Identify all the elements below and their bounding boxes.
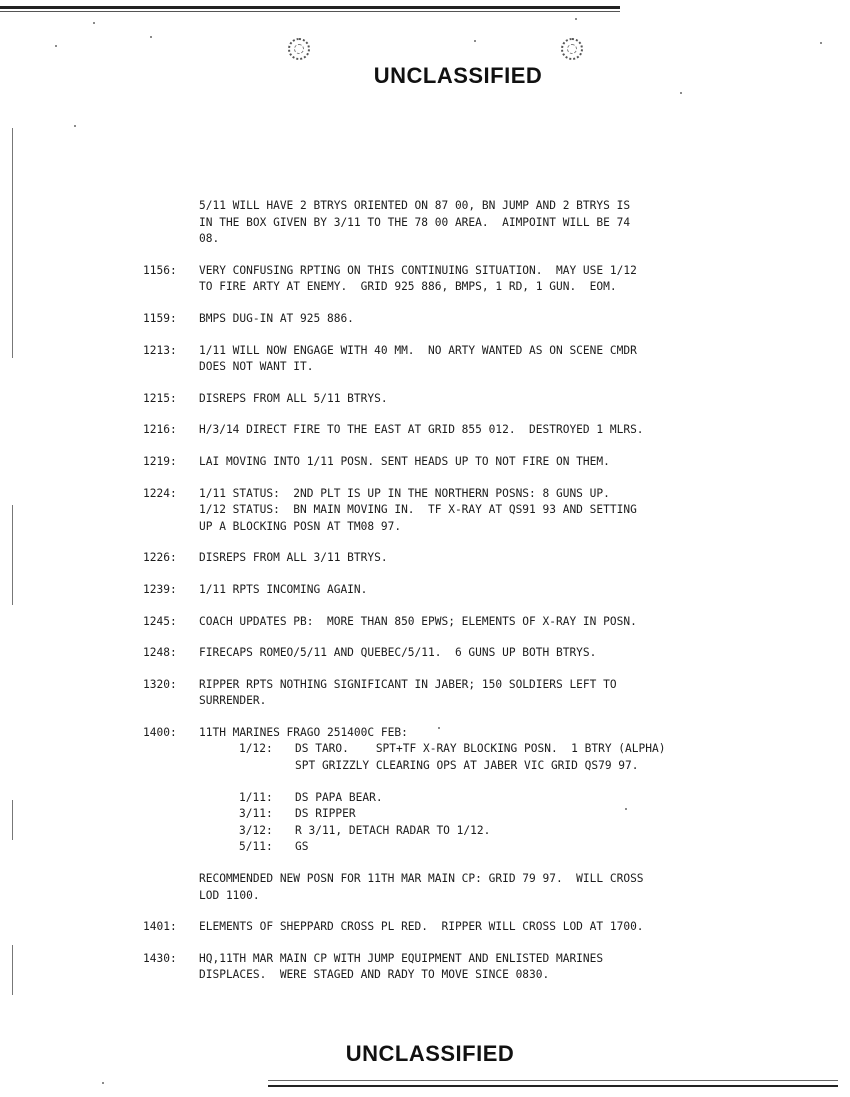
log-entry xyxy=(143,311,783,328)
left-edge-mark xyxy=(12,800,13,840)
entry-line: 1/11 RPTS INCOMING AGAIN. xyxy=(199,582,368,596)
log-entry xyxy=(143,582,783,599)
entry-time: 1219: xyxy=(143,454,177,468)
entry-time: 1430: xyxy=(143,951,177,965)
bottom-rule-thin xyxy=(268,1080,838,1081)
log-entry xyxy=(143,677,783,710)
log-entry xyxy=(143,951,783,984)
log-entry xyxy=(143,263,783,296)
assignment-line: SPT GRIZZLY CLEARING OPS AT JABER VIC GRID QS79 97. xyxy=(295,759,639,773)
entry-line: H/3/14 DIRECT FIRE TO THE EAST AT GRID 855 012. DESTROYED 1 MLRS. xyxy=(199,423,644,437)
frago-assignment xyxy=(239,823,783,840)
entry-line: DISREPS FROM ALL 5/11 BTRYS. xyxy=(199,391,388,405)
top-rule-thin xyxy=(0,11,620,12)
bottom-rule xyxy=(268,1085,838,1087)
entry-time: 1224: xyxy=(143,486,177,500)
assignment-line: DS PAPA BEAR. xyxy=(295,790,383,804)
top-rule xyxy=(0,6,620,9)
stamp-seal-icon xyxy=(561,38,583,60)
entry-time: 1320: xyxy=(143,677,177,691)
log-entry-frago xyxy=(143,725,783,904)
entry-line: 1/12 STATUS: BN MAIN MOVING IN. TF X-RAY AT QS91 93 AND SETTING xyxy=(199,503,637,517)
entry-time: 1216: xyxy=(143,423,177,437)
intro-entry xyxy=(143,198,783,248)
entry-line: DISREPS FROM ALL 3/11 BTRYS. xyxy=(199,551,388,565)
entry-line: DOES NOT WANT IT. xyxy=(199,360,314,374)
entry-time: 1215: xyxy=(143,391,177,405)
entry-time: 1239: xyxy=(143,582,177,596)
stamp-seal-icon xyxy=(288,38,310,60)
frago-assignment xyxy=(239,839,783,856)
left-edge-mark xyxy=(12,505,13,605)
classification-banner-bottom: UNCLASSIFIED xyxy=(345,1041,515,1066)
entry-time: 1245: xyxy=(143,614,177,628)
assignment-line: GS xyxy=(295,840,309,854)
entry-time: 1248: xyxy=(143,646,177,660)
entry-line: ELEMENTS OF SHEPPARD CROSS PL RED. RIPPER WILL CROSS LOD AT 1700. xyxy=(199,920,644,934)
entry-line: VERY CONFUSING RPTING ON THIS CONTINUING SITUATION. MAY USE 1/12 xyxy=(199,263,637,277)
entry-line: UP A BLOCKING POSN AT TM08 97. xyxy=(199,519,402,533)
frago-header: 11TH MARINES FRAGO 251400C FEB: xyxy=(199,725,408,739)
assignment-unit: 5/11: xyxy=(239,840,273,854)
entry-line: TO FIRE ARTY AT ENEMY. GRID 925 886, BMPS, 1 RD, 1 GUN. EOM. xyxy=(199,280,617,294)
entry-line: LAI MOVING INTO 1/11 POSN. SENT HEADS UP TO NOT FIRE ON THEM. xyxy=(199,454,610,468)
assignment-line: DS TARO. SPT+TF X-RAY BLOCKING POSN. 1 BTRY (ALPHA) xyxy=(295,742,666,756)
assignment-line: DS RIPPER xyxy=(295,807,356,821)
frago-assignment xyxy=(239,806,783,823)
log-entry xyxy=(143,919,783,936)
entry-line: DISPLACES. WERE STAGED AND RADY TO MOVE SINCE 0830. xyxy=(199,968,550,982)
entry-line: 1/11 WILL NOW ENGAGE WITH 40 MM. NO ARTY WANTED AS ON SCENE CMDR xyxy=(199,343,637,357)
entry-time: 1159: xyxy=(143,311,177,325)
entry-line: RIPPER RPTS NOTHING SIGNIFICANT IN JABER; 150 SOLDIERS LEFT TO xyxy=(199,677,617,691)
entry-line: COACH UPDATES PB: MORE THAN 850 EPWS; ELEMENTS OF X-RAY IN POSN. xyxy=(199,614,637,628)
entry-line: 1/11 STATUS: 2ND PLT IS UP IN THE NORTHERN POSNS: 8 GUNS UP. xyxy=(199,486,610,500)
left-edge-mark xyxy=(12,128,13,358)
classification-banner-top: UNCLASSIFIED xyxy=(373,63,543,88)
recommendation-line: RECOMMENDED NEW POSN FOR 11TH MAR MAIN CP: GRID 79 97. WILL CROSS xyxy=(199,872,644,886)
entry-line: FIRECAPS ROMEO/5/11 AND QUEBEC/5/11. 6 GUNS UP BOTH BTRYS. xyxy=(199,646,597,660)
intro-line: 5/11 WILL HAVE 2 BTRYS ORIENTED ON 87 00, BN JUMP AND 2 BTRYS IS xyxy=(199,199,631,212)
entry-time: 1401: xyxy=(143,920,177,934)
frago-assignment xyxy=(239,741,783,774)
log-entry xyxy=(143,486,783,536)
log-entry xyxy=(143,422,783,439)
entry-time: 1213: xyxy=(143,343,177,357)
assignment-line: R 3/11, DETACH RADAR TO 1/12. xyxy=(295,823,491,837)
frago-assignment xyxy=(239,790,783,807)
log-entry xyxy=(143,550,783,567)
log-entry xyxy=(143,645,783,662)
assignment-unit: 1/12: xyxy=(239,742,273,756)
log-entry xyxy=(143,391,783,408)
intro-line: IN THE BOX GIVEN BY 3/11 TO THE 78 00 AREA. AIMPOINT WILL BE 74 xyxy=(199,215,631,229)
entry-time: 1156: xyxy=(143,263,177,277)
entry-line: SURRENDER. xyxy=(199,694,267,708)
intro-line: 08. xyxy=(199,232,220,246)
entry-time: 1400: xyxy=(143,725,177,739)
log-entry xyxy=(143,454,783,471)
assignment-unit: 3/12: xyxy=(239,823,273,837)
entry-line: HQ,11TH MAR MAIN CP WITH JUMP EQUIPMENT AND ENLISTED MARINES xyxy=(199,951,604,965)
log-entry xyxy=(143,343,783,376)
assignment-unit: 1/11: xyxy=(239,790,273,804)
entry-line: BMPS DUG-IN AT 925 886. xyxy=(199,311,354,325)
log-entry xyxy=(143,614,783,631)
left-edge-mark xyxy=(12,945,13,995)
assignment-unit: 3/11: xyxy=(239,807,273,821)
log-body xyxy=(143,198,783,999)
recommendation-line: LOD 1100. xyxy=(199,888,260,902)
entry-time: 1226: xyxy=(143,551,177,565)
